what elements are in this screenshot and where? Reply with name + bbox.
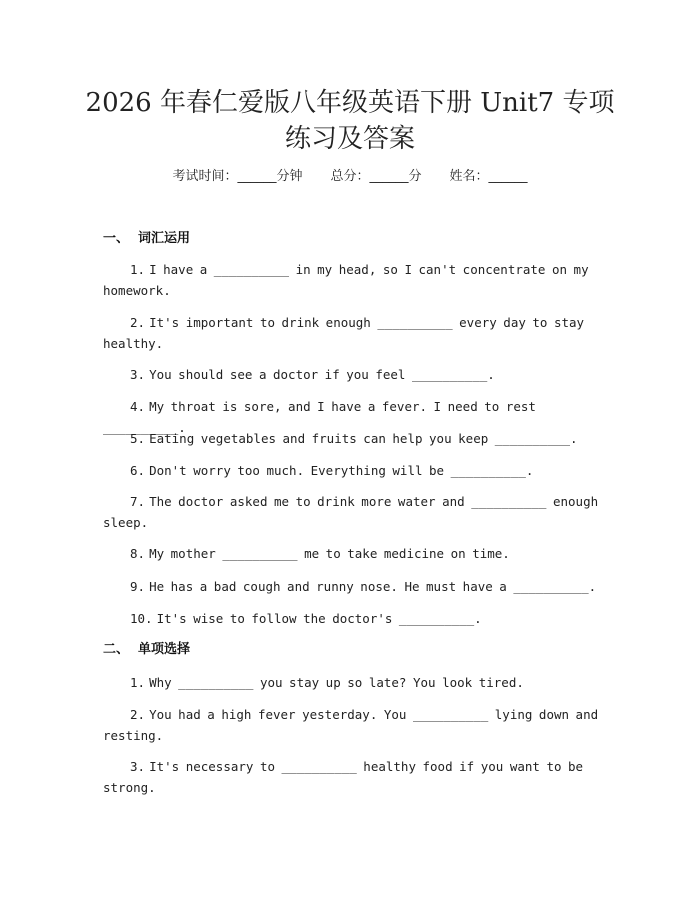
- question-number: 7.: [130, 494, 146, 509]
- section-title: 词汇运用: [138, 231, 191, 246]
- question-text: He has a bad cough and runny nose. He must have a __________.: [149, 579, 597, 594]
- exam-student-name: 姓名：______: [449, 169, 528, 184]
- question-text: I have a __________ in my head, so I can't concentrate on my homework.: [103, 262, 589, 298]
- question-text: It's necessary to __________ healthy food if you want to be strong.: [103, 759, 584, 795]
- question-item: [103, 608, 601, 629]
- question-item: [103, 364, 601, 385]
- question-text: Why __________ you stay up so late? You look tired.: [149, 675, 524, 690]
- document-title-line-1: 2026 年春仁爱版八年级英语下册 Unit7 专项: [85, 88, 615, 118]
- question-text: You should see a doctor if you feel __________.: [149, 367, 495, 382]
- question-text: My mother __________ me to take medicine on time.: [149, 546, 510, 561]
- question-item: [103, 672, 601, 693]
- question-number: 1.: [130, 675, 146, 690]
- question-item: [103, 259, 601, 301]
- question-text: It's important to drink enough __________ every day to stay healthy.: [103, 315, 585, 351]
- question-number: 6.: [130, 463, 146, 478]
- exam-total-score: 总分：______分: [330, 169, 422, 184]
- section-number: 一、: [103, 231, 130, 246]
- question-number: 2.: [130, 315, 146, 330]
- question-number: 4.: [130, 399, 146, 414]
- question-number: 2.: [130, 707, 146, 722]
- question-number: 9.: [130, 579, 146, 594]
- question-text: Eating vegetables and fruits can help you keep __________.: [149, 431, 578, 446]
- section-number: 二、: [103, 642, 130, 657]
- question-item: [103, 704, 601, 746]
- question-number: 5.: [130, 431, 146, 446]
- question-text: The doctor asked me to drink more water and __________ enough sleep.: [103, 494, 599, 530]
- section-heading-vocabulary: [103, 230, 190, 248]
- exam-time: 考试时间：______分钟: [172, 169, 303, 184]
- question-text: Don't worry too much. Everything will be __________.: [149, 463, 534, 478]
- question-text: It's wise to follow the doctor's __________.: [156, 611, 482, 626]
- section-heading-multiple-choice: [103, 641, 190, 659]
- exam-info: [0, 168, 700, 186]
- question-number: 10.: [130, 611, 153, 626]
- question-text: You had a high fever yesterday. You __________ lying down and resting.: [103, 707, 599, 743]
- section-title: 单项选择: [138, 642, 191, 657]
- question-text: My throat is sore, and I have a fever. I need to rest __________.: [103, 399, 536, 435]
- question-number: 1.: [130, 262, 146, 277]
- question-item: [103, 543, 601, 564]
- question-item: [103, 460, 601, 481]
- question-item: [103, 428, 601, 449]
- question-number: 3.: [130, 759, 146, 774]
- question-number: 8.: [130, 546, 146, 561]
- question-item: [103, 312, 601, 354]
- question-number: 3.: [130, 367, 146, 382]
- question-item: [103, 756, 601, 798]
- question-item: [103, 491, 601, 533]
- document-title-line-2: 练习及答案: [284, 124, 415, 154]
- question-item: [103, 576, 601, 597]
